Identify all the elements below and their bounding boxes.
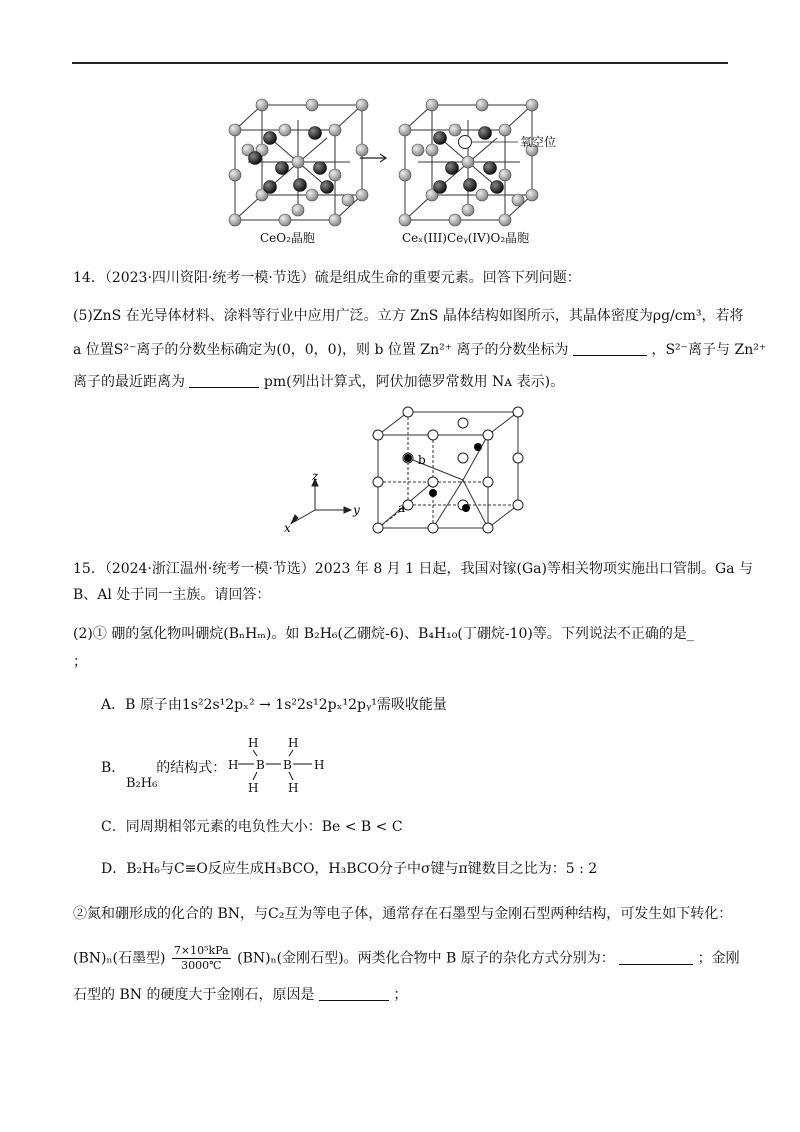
condition-pressure: 7×10⁵kPa [173,944,229,957]
option-d[interactable]: D．B₂H₆与C≡O反应生成H₃BCO，H₃BCO分子中σ键与π键数目之比为：5 : 2 [101,861,598,877]
answer-blank-distance[interactable] [189,373,259,388]
answer-blank-hardness-reason[interactable] [319,986,389,1001]
q14-paragraph-2 [73,340,766,360]
svg-text:H: H [288,781,299,795]
q14-p3-tail: pm(列出计算式，阿伏加德罗常数用 Nᴀ 表示)。 [263,374,565,390]
option-a[interactable]: A．B 原子由1s²2s¹2pₓ² → 1s²2s¹2pₓ¹2pᵧ¹需吸收能量 [101,697,447,713]
zns-label-b: b [418,453,426,467]
svg-text:B: B [283,758,292,772]
option-b-prefix: B． [101,760,126,776]
q15-header-2: B、Al 处于同一主族。请回答： [73,587,271,603]
axis-z-label: z [312,469,319,483]
option-c[interactable]: C．同周期相邻元素的电负性大小：Be < B < C [101,819,403,835]
bn-graphite: (BN)ₙ(石墨型) [73,950,166,967]
zns-cell-figure [270,400,540,540]
q14-paragraph-3 [73,372,564,392]
q15-p4-tail: ； [393,987,408,1003]
svg-text:H: H [228,758,239,772]
oxygen-vacancy-marker [459,136,472,149]
b2h6-structure [226,735,326,795]
q15-header: 15．（2024·浙江温州·统考一模·节选）2023 年 8 月 1 日起，我国对镓(Ga)等相关物项实施出口管制。Ga 与 [73,561,753,577]
svg-text:B: B [256,758,265,772]
reaction-condition [172,944,231,973]
q14-header: 14．（2023·四川资阳·统考一模·节选）硫是组成生命的重要元素。回答下列问题： [73,270,581,286]
top-rule [72,62,728,64]
svg-text:H: H [288,736,299,750]
q14-paragraph-1: (5)ZnS 在光导体材料、涂料等行业中应用广泛。立方 ZnS 晶体结构如图所示，其晶体密度为ρg/cm³，若将 [73,308,744,324]
answer-blank-b-coordinate[interactable] [573,341,647,356]
q15-p4-text: 石型的 BN 的硬度大于金刚石，原因是 [73,987,315,1003]
q14-p2-tail: ，S²⁻离子与 Zn²⁺ [651,342,767,358]
ceo2-cells-figure [200,90,620,255]
svg-text:H: H [248,781,259,795]
q15-paragraph-4 [73,985,407,1005]
q15-paragraph-2: ②氮和硼形成的化合的 BN，与C₂互为等电子体，通常存在石墨型与金刚石型两种结构，可发生如下转化： [73,906,733,922]
condition-temperature: 3000℃ [181,959,222,972]
answer-blank-hybridization[interactable] [619,950,693,965]
bn-diamond: (BN)ₙ(金刚石型)。两类化合物中 B 原子的杂化方式分别为： [237,950,615,967]
ceo2-caption: CeO₂晶胞 [260,231,315,245]
option-b[interactable] [101,758,226,778]
svg-text:H: H [314,758,325,772]
q15-paragraph-1: (2)① 硼的氢化物叫硼烷(BₙHₘ)。如 B₂H₆(乙硼烷-6)、B₄H₁₀(丁硼烷-10)等。下列说法不正确的是_ [73,626,694,642]
option-b-formula: B₂H₆ [126,776,158,791]
svg-text:H: H [248,736,259,750]
q15-paragraph-3 [73,944,740,973]
q14-p3-text: 离子的最近距离为 [73,374,185,390]
axes [291,479,351,524]
ce-mixed-caption: Ceₓ(III)Ceᵧ(IV)O₂晶胞 [402,231,530,245]
q14-p2-text: a 位置S²⁻离子的分数坐标确定为(0，0，0)，则 b 位置 Zn²⁺ 离子的分数坐标为 [73,342,569,358]
option-b-text: 的结构式： [156,760,227,776]
axis-y-label: y [353,503,360,517]
q15-p3-tail: ；金刚 [697,950,740,967]
zns-zn-atoms [404,443,482,512]
zns-label-a: a [398,501,406,515]
q15-paragraph-1b: ； [73,654,87,670]
axis-x-label: x [284,521,291,535]
oxygen-vacancy-label: 氧空位 [520,135,557,149]
